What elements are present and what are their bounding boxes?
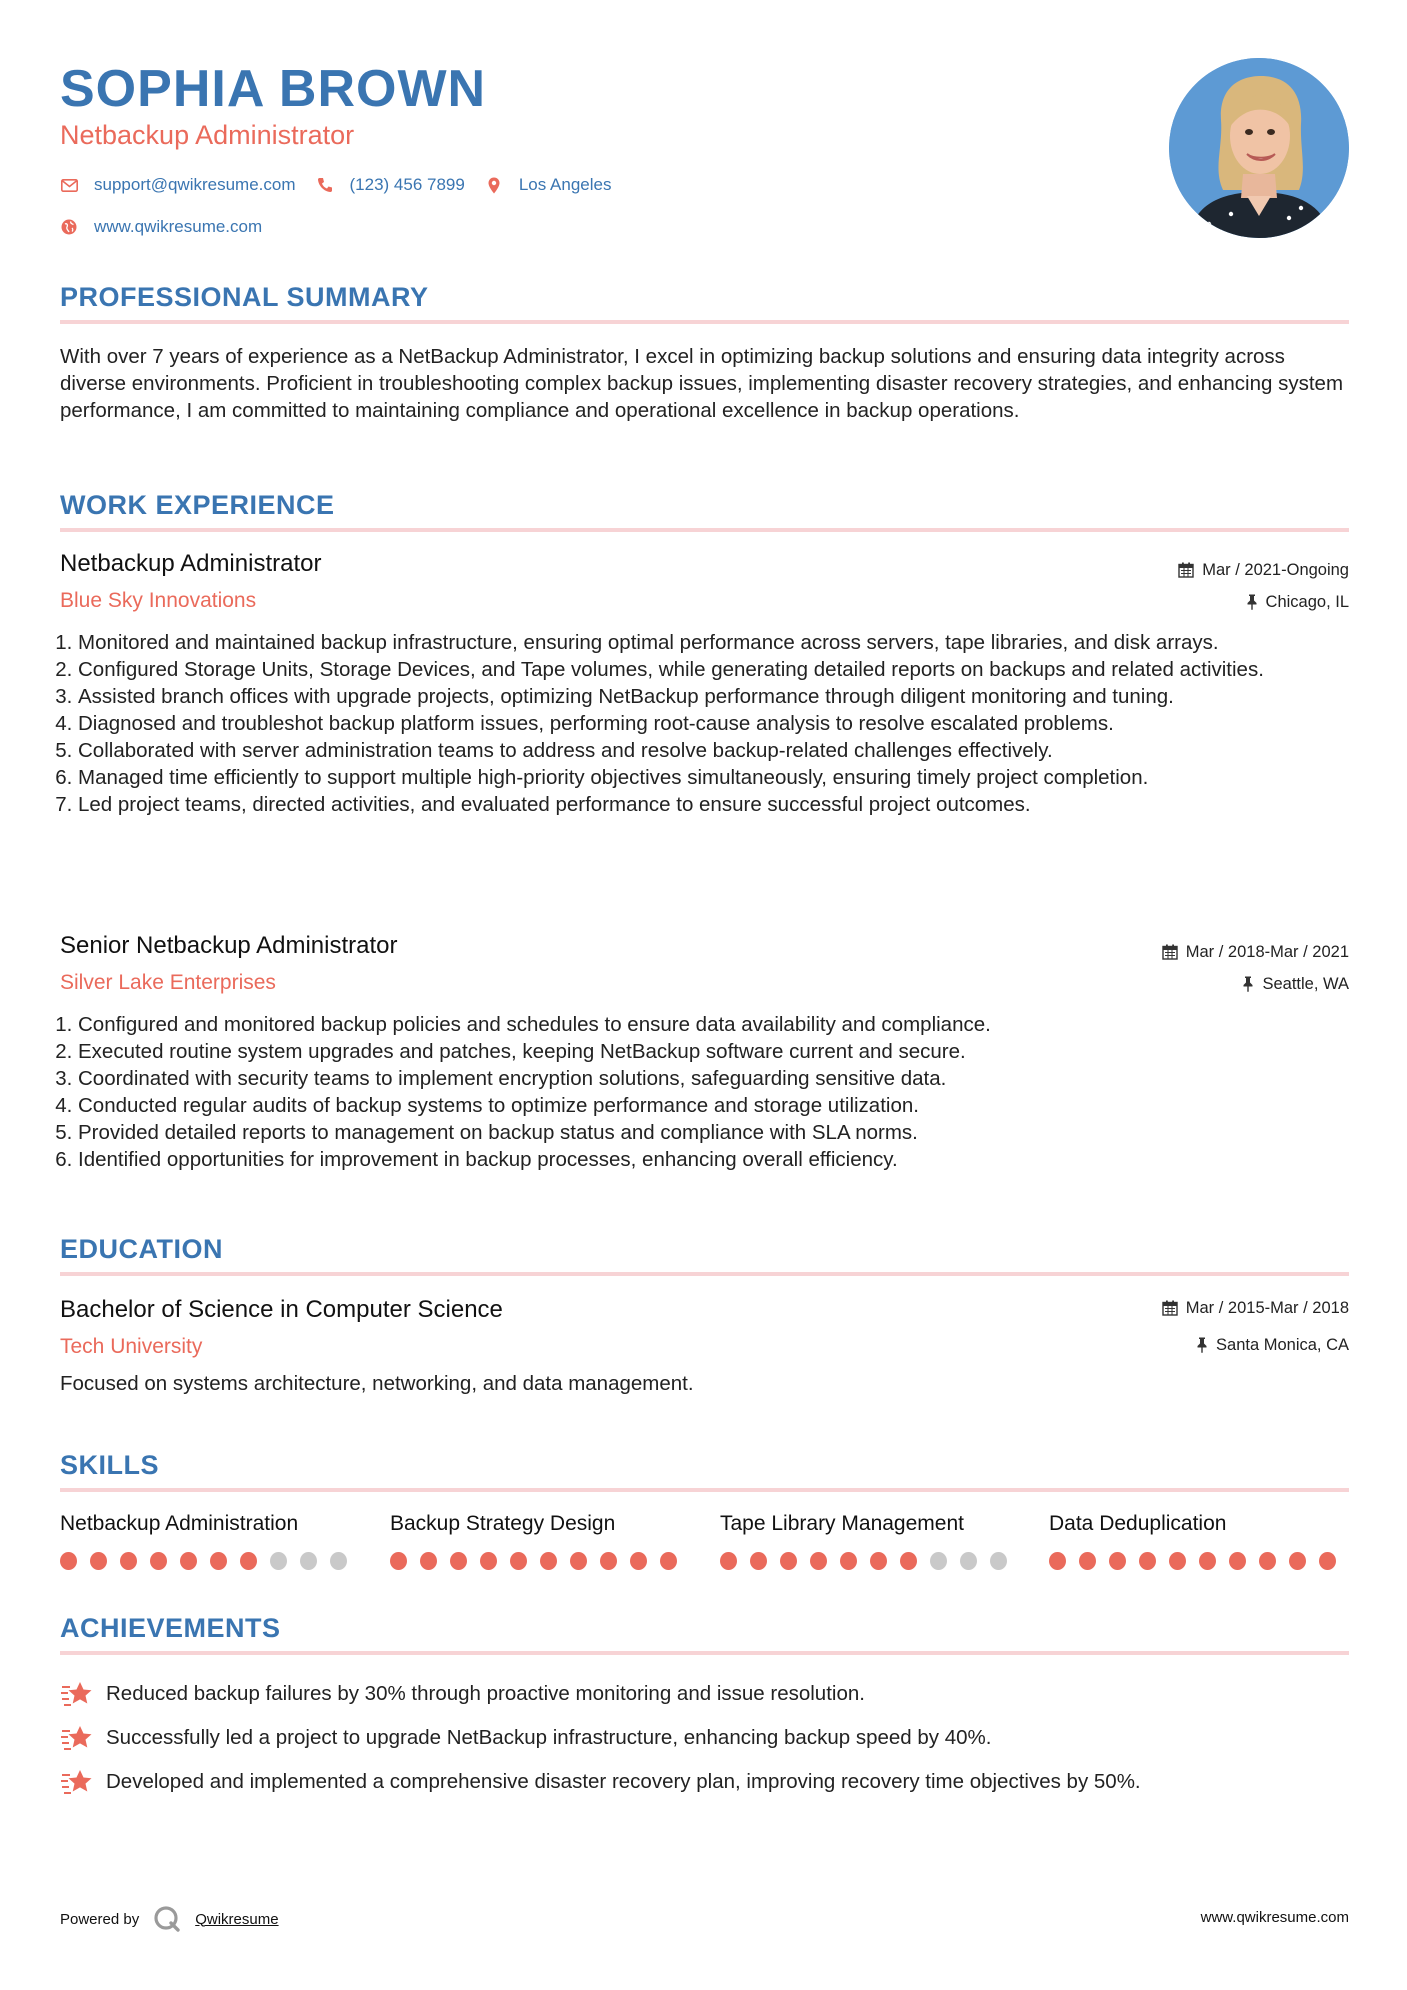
job-location-text: Chicago, IL <box>1265 593 1349 611</box>
rating-dot-filled <box>1289 1552 1306 1570</box>
achievements-divider <box>60 1651 1349 1655</box>
education-dates-text: Mar / 2015-Mar / 2018 <box>1185 1299 1349 1317</box>
skill-item <box>60 1510 360 1570</box>
rating-dot-filled <box>1229 1552 1246 1570</box>
calendar-icon <box>1178 562 1194 578</box>
pushpin-icon <box>1196 1337 1208 1353</box>
location-item <box>485 175 612 195</box>
rating-dot-filled <box>90 1552 107 1570</box>
rating-dot-filled <box>780 1552 797 1570</box>
rating-dot-filled <box>1169 1552 1186 1570</box>
job-responsibilities <box>60 1011 1367 1173</box>
rating-dot-filled <box>390 1552 407 1570</box>
rating-dot-filled <box>720 1552 737 1570</box>
rating-dot-filled <box>810 1552 827 1570</box>
list-item: 2. Executed routine system upgrades and patches, keeping NetBackup software current and secure. <box>78 1038 1367 1065</box>
experience-divider <box>60 528 1349 532</box>
experience-heading: WORK EXPERIENCE <box>60 490 335 520</box>
job-title: Netbackup Administrator <box>60 550 322 577</box>
candidate-name: SOPHIA BROWN <box>60 60 487 118</box>
rating-dot-filled <box>480 1552 497 1570</box>
rating-dot-filled <box>60 1552 77 1570</box>
footer <box>60 1901 1349 1933</box>
list-item: 1. Monitored and maintained backup infrastructure, ensuring optimal performance across servers, tape libraries, and disk arrays. <box>78 629 1367 656</box>
job-location-text: Seattle, WA <box>1262 975 1349 993</box>
job-title: Senior Netbackup Administrator <box>60 932 398 959</box>
rating-dot-filled <box>750 1552 767 1570</box>
achievement-item <box>60 1760 1349 1804</box>
pushpin-icon <box>1242 976 1254 992</box>
rating-dot-empty <box>930 1552 947 1570</box>
rating-dot-filled <box>450 1552 467 1570</box>
skill-rating <box>60 1552 360 1570</box>
job-location <box>1242 973 1349 995</box>
education-description: Focused on systems architecture, networking, and data management. <box>60 1372 694 1395</box>
profile-photo <box>1169 58 1349 238</box>
rating-dot-empty <box>990 1552 1007 1570</box>
brand-link[interactable]: Qwikresume <box>195 1910 279 1928</box>
achievements-list <box>60 1672 1349 1804</box>
list-item: 1. Configured and monitored backup policies and schedules to ensure data availability and compliance. <box>78 1011 1367 1038</box>
skill-name: Tape Library Management <box>720 1512 964 1535</box>
rating-dot-filled <box>870 1552 887 1570</box>
education-heading: EDUCATION <box>60 1234 223 1264</box>
rating-dot-filled <box>570 1552 587 1570</box>
education-dates <box>1162 1297 1349 1319</box>
envelope-icon <box>60 176 78 194</box>
pushpin-icon <box>1246 594 1258 610</box>
degree-title: Bachelor of Science in Computer Science <box>60 1296 503 1323</box>
rating-dot-filled <box>900 1552 917 1570</box>
shooting-star-icon <box>60 1767 94 1797</box>
achievement-text: Developed and implemented a comprehensive disaster recovery plan, improving recovery time objectives by 50%. <box>106 1770 1141 1793</box>
rating-dot-filled <box>1259 1552 1276 1570</box>
job-dates-text: Mar / 2021-Ongoing <box>1202 561 1349 579</box>
job-responsibilities <box>60 629 1367 818</box>
job-company: Silver Lake Enterprises <box>60 971 276 994</box>
rating-dot-filled <box>150 1552 167 1570</box>
list-item: 5. Provided detailed reports to management on backup status and compliance with SLA norms. <box>78 1119 1367 1146</box>
list-item: 5. Collaborated with server administration teams to address and resolve backup-related challenges effectively. <box>78 737 1367 764</box>
list-item: 4. Conducted regular audits of backup systems to optimize performance and storage utilization. <box>78 1092 1367 1119</box>
phone-text[interactable]: (123) 456 7899 <box>349 175 465 194</box>
rating-dot-filled <box>1109 1552 1126 1570</box>
list-item: 4. Diagnosed and troubleshot backup platform issues, performing root-cause analysis to resolve escalated problems. <box>78 710 1367 737</box>
education-location-text: Santa Monica, CA <box>1216 1336 1349 1354</box>
rating-dot-filled <box>600 1552 617 1570</box>
skill-item <box>720 1510 1020 1570</box>
rating-dot-filled <box>240 1552 257 1570</box>
achievement-item <box>60 1672 1349 1716</box>
skills-divider <box>60 1488 1349 1492</box>
list-item: 2. Configured Storage Units, Storage Devices, and Tape volumes, while generating detailed reports on backups and related activities. <box>78 656 1367 683</box>
rating-dot-empty <box>270 1552 287 1570</box>
rating-dot-filled <box>1079 1552 1096 1570</box>
rating-dot-filled <box>120 1552 137 1570</box>
website-item[interactable] <box>60 217 262 237</box>
shooting-star-icon <box>60 1679 94 1709</box>
job-dates <box>1178 559 1349 581</box>
achievement-item <box>60 1716 1349 1760</box>
list-item: 6. Identified opportunities for improvement in backup processes, enhancing overall efficiency. <box>78 1146 1367 1173</box>
skill-name: Backup Strategy Design <box>390 1512 616 1535</box>
rating-dot-empty <box>960 1552 977 1570</box>
rating-dot-filled <box>420 1552 437 1570</box>
skill-item <box>1049 1510 1349 1570</box>
email-item[interactable] <box>60 175 296 195</box>
rating-dot-filled <box>1049 1552 1066 1570</box>
summary-text: With over 7 years of experience as a NetBackup Administrator, I excel in optimizing backup solutions and ensuring data integrity across diverse environments. Proficient in troubleshooting complex backup issues, implementing disaster recovery strategies, and enhancing system performance, I am committed to maintaining compliance and operational excellence in backup operations. <box>60 345 1344 422</box>
rating-dot-empty <box>300 1552 317 1570</box>
map-pin-icon <box>485 176 503 194</box>
job-location <box>1246 591 1349 613</box>
contact-info <box>60 170 631 254</box>
job-company: Blue Sky Innovations <box>60 589 257 612</box>
list-item: 3. Assisted branch offices with upgrade projects, optimizing NetBackup performance through diligent monitoring and tuning. <box>78 683 1367 710</box>
email-text[interactable]: support@qwikresume.com <box>94 175 296 194</box>
achievements-heading: ACHIEVEMENTS <box>60 1613 281 1643</box>
skill-rating <box>1049 1552 1349 1570</box>
skill-name: Data Deduplication <box>1049 1512 1227 1535</box>
school-name: Tech University <box>60 1335 203 1358</box>
calendar-icon <box>1162 944 1178 960</box>
skill-name: Netbackup Administration <box>60 1512 299 1535</box>
rating-dot-filled <box>1319 1552 1336 1570</box>
candidate-title: Netbackup Administrator <box>60 120 355 150</box>
skill-item <box>390 1510 690 1570</box>
shooting-star-icon <box>60 1723 94 1753</box>
achievement-text: Successfully led a project to upgrade NetBackup infrastructure, enhancing backup speed by 40%. <box>106 1726 992 1749</box>
rating-dot-filled <box>630 1552 647 1570</box>
globe-icon <box>60 218 78 236</box>
contact-row-2 <box>60 212 631 242</box>
skill-rating <box>390 1552 690 1570</box>
footer-url[interactable]: www.qwikresume.com <box>1200 1909 1349 1926</box>
rating-dot-filled <box>540 1552 557 1570</box>
phone-icon <box>316 176 334 194</box>
rating-dot-filled <box>210 1552 227 1570</box>
calendar-icon <box>1162 1300 1178 1316</box>
phone-item[interactable] <box>316 175 465 195</box>
rating-dot-filled <box>180 1552 197 1570</box>
powered-by <box>60 1905 279 1933</box>
list-item: 6. Managed time efficiently to support multiple high-priority objectives simultaneously, ensuring timely project completion. <box>78 764 1367 791</box>
rating-dot-filled <box>840 1552 857 1570</box>
location-text: Los Angeles <box>518 175 612 194</box>
summary-divider <box>60 320 1349 324</box>
list-item: 3. Coordinated with security teams to implement encryption solutions, safeguarding sensitive data. <box>78 1065 1367 1092</box>
summary-heading: PROFESSIONAL SUMMARY <box>60 282 429 312</box>
website-text[interactable]: www.qwikresume.com <box>94 217 263 236</box>
rating-dot-empty <box>330 1552 347 1570</box>
rating-dot-filled <box>660 1552 677 1570</box>
job-dates <box>1162 941 1349 963</box>
powered-by-label: Powered by <box>60 1910 140 1928</box>
achievement-text: Reduced backup failures by 30% through proactive monitoring and issue resolution. <box>106 1682 865 1705</box>
contact-row-1 <box>60 170 631 200</box>
rating-dot-filled <box>1139 1552 1156 1570</box>
skills-heading: SKILLS <box>60 1450 160 1480</box>
qwikresume-logo-icon <box>153 1905 181 1933</box>
list-item: 7. Led project teams, directed activities, and evaluated performance to ensure successful project outcomes. <box>78 791 1367 818</box>
rating-dot-filled <box>1199 1552 1216 1570</box>
skill-rating <box>720 1552 1020 1570</box>
education-divider <box>60 1272 1349 1276</box>
job-dates-text: Mar / 2018-Mar / 2021 <box>1185 943 1349 961</box>
rating-dot-filled <box>510 1552 527 1570</box>
education-location <box>1196 1334 1349 1356</box>
